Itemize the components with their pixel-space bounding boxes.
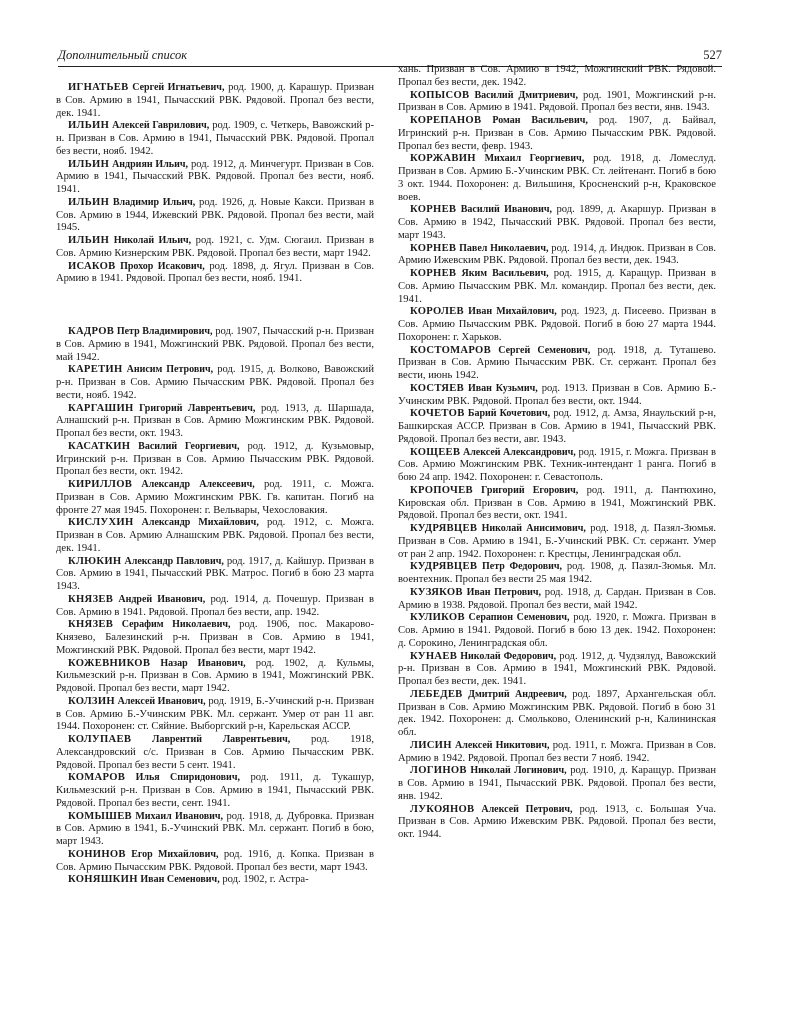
entry-given-name: Иван Семенович, bbox=[140, 874, 220, 886]
list-entry bbox=[56, 874, 374, 887]
entry-surname: КОРНЕВ bbox=[410, 242, 457, 254]
entry-text: род. 1918, д. Дубровка. Призван в Сов. Армию в 1941, Б.-Учинский РВК. Мл. сержант. Погиб в бою, март 1943. bbox=[56, 810, 375, 847]
entry-given-name: Илья Спиридонович, bbox=[135, 772, 240, 784]
entries-group-k bbox=[56, 326, 374, 887]
entry-given-name: Иван Михайлович, bbox=[468, 306, 557, 318]
running-title: Дополнительный список bbox=[58, 48, 188, 62]
list-entry bbox=[56, 619, 374, 657]
list-entry bbox=[56, 197, 374, 235]
entry-given-name: Александр Михайлович, bbox=[141, 517, 259, 529]
entry-text: род. 1907, д. Байвал, Игринский р-н. Призван в Сов. Армию Пычасским РВК. Рядовой. Пропал без вести, февр. 1943. bbox=[398, 115, 716, 152]
entry-surname: КОРНЕВ bbox=[410, 268, 457, 279]
entry-text: род. 1914, д. Почешур. Призван в Сов. Армию в 1941. Рядовой. Пропал без вести, апр. 1942. bbox=[56, 593, 375, 618]
list-entry bbox=[56, 811, 374, 849]
entry-given-name: Александр Павлович, bbox=[124, 555, 224, 567]
entry-surname: КОЖЕВНИКОВ bbox=[68, 657, 151, 669]
entry-surname: КОСТОМАРОВ bbox=[410, 344, 491, 356]
list-entry bbox=[398, 485, 716, 523]
entry-surname: КОЩЕЕВ bbox=[410, 446, 461, 458]
entry-text: род. 1917, д. Кайшур. Призван в Сов. Армию в 1941, Пычасский РВК. Матрос. Погиб в бою 23 марта 1943. bbox=[56, 555, 375, 592]
entries-group-i bbox=[56, 82, 374, 286]
entry-given-name: Николай Анисимович, bbox=[481, 523, 586, 534]
entry-text: род. 1918, д. Сардан. Призван в Сов. Армию в 1938. Рядовой. Пропал без вести, май 1942. bbox=[398, 586, 716, 611]
list-entry bbox=[398, 740, 716, 766]
entry-text: род. 1915, д. Каращур. Призван в Сов. Армию Пычасским РВК. Мл. командир. Пропал без вести, дек. 1941. bbox=[398, 268, 716, 305]
list-entry bbox=[56, 403, 374, 441]
entry-text: род. 1912, д. Кузьмовыр, Игринский р-н. Призван в Сов. Армию Пычасским РВК. Рядовой. Пропал без вести, окт. 1942. bbox=[56, 440, 374, 478]
entry-given-name: Петр Федорович, bbox=[482, 561, 563, 573]
entry-given-name: Николай Федорович, bbox=[460, 650, 557, 662]
entry-surname: КОЛЗИН bbox=[68, 695, 115, 707]
entry-text: род. 1911, д. Пантюхино, Кировская обл. Призван в Сов. Армию в 1941, Можгинский РВК. Рядовой. Пропал без вести, окт. 1941. bbox=[398, 484, 716, 522]
list-entry bbox=[398, 651, 716, 689]
section-break bbox=[56, 286, 374, 326]
entry-text: род. 1913. Призван в Сов. Армию Б.-Учинским РВК. Рядовой. Пропал без вести, окт. 1944. bbox=[398, 382, 716, 407]
list-entry bbox=[398, 345, 716, 383]
list-entry bbox=[398, 612, 716, 650]
list-entry bbox=[398, 447, 716, 485]
entry-surname: КОПЫСОВ bbox=[410, 89, 470, 101]
entry-given-name: Иван Кузьмич, bbox=[467, 382, 538, 394]
list-entry bbox=[56, 261, 374, 287]
entry-text: род. 1913, с. Большая Уча. Призван в Сов. Армию Ижевским РВК. Рядовой. Пропал без вести, окт. 1944. bbox=[398, 803, 716, 840]
entry-given-name: Алексей Александрович, bbox=[462, 446, 576, 458]
list-entry bbox=[398, 64, 716, 90]
entry-given-name: Михаил Иванович, bbox=[135, 810, 224, 822]
entry-text: род. 1915, д. Волково, Вавожский р-н. Призван в Сов. Армию Пычасским РВК. Рядовой. Пропал без вести, нояб. 1942. bbox=[56, 364, 375, 401]
entry-given-name: Михаил Георгиевич, bbox=[484, 153, 585, 165]
list-entry bbox=[398, 561, 716, 587]
list-entry bbox=[56, 441, 374, 479]
entry-given-name: Яким Васильевич, bbox=[461, 268, 549, 279]
entry-given-name: Прохор Исакович, bbox=[120, 260, 205, 272]
list-entry bbox=[56, 326, 374, 364]
left-column bbox=[56, 82, 374, 887]
entry-text: род. 1906, пос. Макарово-Князево, Балезинский р-н. Призван в Сов. Армию в 1941, Можгинский РВК. Рядовой. Пропал без вести, март 1942. bbox=[56, 619, 374, 656]
entry-text: род. 1911, д. Тукашур, Кильмезский р-н. Призван в Сов. Армию в 1941, Пычасский РВК. Рядовой. Пропал без вести, сент. 1941. bbox=[56, 772, 375, 809]
entry-surname: КУНАЕВ bbox=[410, 650, 458, 662]
entry-surname: КАДРОВ bbox=[68, 326, 115, 337]
list-entry bbox=[56, 517, 374, 555]
entry-surname: КОМАРОВ bbox=[68, 772, 126, 784]
entry-given-name: Иван Петрович, bbox=[466, 586, 541, 598]
entry-given-name: Василий Георгиевич, bbox=[138, 440, 240, 452]
entry-given-name: Алексей Иванович, bbox=[117, 695, 206, 707]
entry-surname: ЛОГИНОВ bbox=[410, 765, 467, 777]
entry-given-name: Николай Логинович, bbox=[470, 765, 567, 777]
entry-surname: КНЯЗЕВ bbox=[68, 619, 114, 631]
entry-given-name: Назар Иванович, bbox=[160, 657, 246, 669]
entry-text: род. 1912, д. Минчегурт. Призван в Сов. Армию в 1941, Пычасский РВК. Рядовой. Пропал без вести, нояб. 1941. bbox=[56, 158, 374, 195]
entry-text: род. 1915, г. Можга. Призван в Сов. Армию Можгинским РВК. Техник-интендант 1 ранга. Погиб в бою 24 апр. 1942. Похоронен: г. Севастополь. bbox=[398, 446, 716, 483]
entry-surname: КОРЕПАНОВ bbox=[410, 115, 482, 126]
entry-given-name: Барий Кочетович, bbox=[467, 408, 551, 420]
entry-text: род. 1918, д. Пазял-Зюмья. Призван в Сов. Армию в 1941, Б.-Учинский РВК. Ст. сержант. Умер от ран 2 апр. 1942. Похоронен: г. Крестцы, Ленинградская обл. bbox=[398, 523, 716, 560]
list-entry bbox=[56, 479, 374, 517]
entry-text: род. 1918, д. Ломеслуд. Призван в Сов. Армию Б.-Учинским РВК. Ст. лейтенант. Погиб в бою 3 окт. 1944. Похоронен: д. Вильшиня, Кросненский р-н, Краковское воев. bbox=[398, 153, 716, 203]
list-entry bbox=[398, 90, 716, 116]
list-entry bbox=[56, 658, 374, 696]
list-entry bbox=[398, 587, 716, 613]
entry-given-name: Серафим Николаевич, bbox=[121, 619, 231, 631]
list-entry bbox=[56, 696, 374, 734]
list-entry bbox=[56, 594, 374, 620]
entry-surname: ЛИСИН bbox=[410, 739, 452, 751]
list-entry bbox=[56, 235, 374, 261]
list-entry bbox=[56, 849, 374, 875]
entry-text: род. 1914, д. Индюк. Призван в Сов. Армию Ижевским РВК. Рядовой. Пропал без вести, дек. 1943. bbox=[398, 242, 716, 267]
entry-given-name: Анисим Петрович, bbox=[126, 364, 214, 376]
list-entry bbox=[398, 153, 716, 204]
entry-text: род. 1921, с. Удм. Сюгаил. Призван в Сов. Армию Кизнерским РВК. Рядовой. Пропал без вести, март 1942. bbox=[56, 235, 374, 259]
list-entry bbox=[398, 408, 716, 446]
entry-surname: КЛЮКИН bbox=[68, 555, 122, 567]
entry-given-name: Егор Михайлович, bbox=[131, 848, 219, 860]
entry-text: род. 1897, Архангельская обл. Призван в Сов. Армию Можгинским РВК. Рядовой. Погиб в бою 31 дек. 1942. Похоронен: д. Смольково, Оленинский р-н, Калининская обл. bbox=[398, 688, 716, 738]
entry-surname: КАРЕТИН bbox=[68, 364, 123, 376]
entry-given-name: Владимир Ильич, bbox=[112, 196, 196, 208]
entry-given-name: Александр Алексеевич, bbox=[141, 479, 255, 490]
entry-text: род. 1920, г. Можга. Призван в Сов. Армию в 1941. Рядовой. Погиб в бою 13 дек. 1942. Похоронен: д. Сорокино, Ленинградская обл. bbox=[398, 612, 717, 649]
entry-text: род. 1918, Александровский с/с. Призван в Сов. Армию Пычасским РВК. Рядовой. Пропал без вести 5 сент. 1941. bbox=[56, 734, 374, 771]
entry-text: род. 1918, д. Туташево. Призван в Сов. Армию Пычасским РВК. Ст. сержант. Пропал без вести, июнь 1942. bbox=[398, 344, 717, 381]
list-entry bbox=[398, 765, 716, 803]
list-entry bbox=[398, 689, 716, 740]
entry-surname: ИЛЬИН bbox=[68, 235, 110, 246]
entry-text: род. 1907, Пычасский р-н. Призван в Сов. Армию в 1941, Можгинский РВК. Рядовой. Пропал без вести, май 1942. bbox=[56, 326, 374, 363]
entry-given-name: Серапион Семенович, bbox=[468, 612, 570, 624]
entry-surname: КАРГАШИН bbox=[68, 402, 134, 414]
entry-given-name: Алексей Никитович, bbox=[455, 739, 550, 751]
entry-surname: ИЛЬИН bbox=[68, 158, 110, 170]
list-entry bbox=[56, 159, 374, 197]
entry-surname: КИСЛУХИН bbox=[68, 517, 134, 529]
list-entry bbox=[398, 523, 716, 561]
right-column bbox=[398, 64, 716, 842]
entry-text: род. 1900, д. Карашур. Призван в Сов. Армию в 1941, Пычасский РВК. Рядовой. Пропал без вести, дек. 1941. bbox=[56, 82, 375, 119]
list-entry bbox=[56, 772, 374, 810]
list-entry bbox=[398, 804, 716, 842]
entry-surname: ИЛЬИН bbox=[68, 196, 110, 208]
list-entry bbox=[56, 734, 374, 772]
entry-surname: КОЧЕТОВ bbox=[410, 408, 465, 420]
entry-given-name: Лаврентий Лаврентьевич, bbox=[152, 734, 291, 745]
entry-given-name: Василий Дмитриевич, bbox=[474, 89, 578, 101]
entry-given-name: Сергей Игнатьевич, bbox=[132, 82, 225, 93]
entry-surname: КУДРЯВЦЕВ bbox=[410, 523, 478, 534]
list-entry bbox=[398, 115, 716, 153]
entry-surname: КНЯЗЕВ bbox=[68, 593, 114, 605]
entry-text: род. 1902, д. Кульмы, Кильмезский р-н. Призван в Сов. Армию в 1941, Можгинский РВК. Рядовой. Пропал без вести, март 1942. bbox=[56, 657, 375, 694]
list-entry bbox=[398, 383, 716, 409]
entry-surname: КОМЫШЕВ bbox=[68, 810, 132, 822]
entry-given-name: Григорий Лаврентьевич, bbox=[139, 402, 256, 414]
list-entry bbox=[398, 306, 716, 344]
list-entry bbox=[398, 204, 716, 242]
entry-surname: КОРНЕВ bbox=[410, 204, 457, 216]
entry-given-name: Андриян Ильич, bbox=[112, 158, 188, 170]
entry-surname: ИГНАТЬЕВ bbox=[68, 82, 129, 93]
entry-surname: КОНЯШКИН bbox=[68, 874, 138, 886]
entry-text: род. 1899, д. Акаршур. Призван в Сов. Армию в 1942, Пычасский РВК. Рядовой. Пропал без вести, март 1943. bbox=[398, 204, 716, 241]
entry-surname: КОНИНОВ bbox=[68, 848, 126, 860]
entry-surname: КИРИЛЛОВ bbox=[68, 479, 133, 490]
entry-given-name: Василий Иванович, bbox=[460, 204, 553, 216]
entry-surname: КОРОЛЕВ bbox=[410, 306, 464, 318]
list-entry bbox=[56, 556, 374, 594]
entry-text: род. 1901, Можгинский р-н. Призван в Сов. Армию в 1941. Рядовой. Пропал без вести, янв. 1943. bbox=[398, 89, 716, 114]
entry-text: род. 1923, д. Писеево. Призван в Сов. Армию Пычасским РВК. Рядовой. Погиб в бою 27 марта 1944. Похоронен: г. Харьков. bbox=[398, 306, 716, 343]
entry-surname: КОЛУПАЕВ bbox=[68, 734, 132, 745]
list-entry bbox=[56, 120, 374, 158]
entry-text: род. 1910, д. Каращур. Призван в Сов. Армию в 1941, Пычасский РВК. Рядовой. Пропал без вести, янв. 1942. bbox=[398, 765, 716, 802]
entry-given-name: Григорий Егорович, bbox=[481, 484, 579, 496]
entry-surname: КАСАТКИН bbox=[68, 440, 131, 452]
list-entry bbox=[56, 364, 374, 402]
entry-given-name: Павел Николаевич, bbox=[459, 242, 549, 254]
entry-text: род. 1902, г. Астра- bbox=[219, 874, 309, 886]
entry-surname: ИСАКОВ bbox=[68, 260, 116, 272]
entry-text: род. 1898, д. Ягул. Призван в Сов. Армию в 1941. Рядовой. Пропал без вести, нояб. 1941. bbox=[56, 260, 374, 285]
list-entry bbox=[56, 82, 374, 120]
entry-surname: ЛЕБЕДЕВ bbox=[410, 688, 463, 700]
entry-surname: КУДРЯВЦЕВ bbox=[410, 561, 478, 573]
entry-text: род. 1911, г. Можга. Призван в Сов. Армию в 1942. Рядовой. Пропал без вести 7 нояб. 1942. bbox=[398, 739, 716, 764]
entry-text: род. 1916, д. Копка. Призван в Сов. Армию Пычасским РВК. Рядовой. Пропал без вести, март 1943. bbox=[56, 848, 374, 873]
entry-text: род. 1908, д. Пазял-Зюмья. Мл. воентехник. Пропал без вести 25 мая 1942. bbox=[398, 561, 716, 585]
entry-text: род. 1926, д. Новые Какси. Призван в Сов. Армию в 1944, Ижевский РВК. Рядовой. Пропал без вести, май 1945. bbox=[56, 196, 374, 234]
entry-given-name: Николай Ильич, bbox=[113, 235, 192, 246]
entry-given-name: Сергей Семенович, bbox=[498, 344, 591, 356]
list-entry bbox=[398, 268, 716, 306]
page-number: 527 bbox=[703, 48, 722, 62]
entry-text: род. 1919, Б.-Учинский р-н. Призван в Сов. Армию Б.-Учинским РВК. Мл. сержант. Умер от ран 11 авг. 1944. Похоронен: ст. Сяйние. Выборгский р-н, Карельская АССР. bbox=[56, 695, 375, 733]
entry-text: хань. Призван в Сов. Армию в 1942, Можгинский РВК. Рядовой. Пропал без вести, дек. 1942. bbox=[398, 64, 716, 88]
entry-surname: КРОПОЧЕВ bbox=[410, 484, 473, 496]
entry-text: род. 1913, д. Шаршада, Алнашский р-н. Призван в Сов. Армию Можгинским РВК. Рядовой. Пропал без вести, окт. 1943. bbox=[56, 402, 374, 439]
entry-surname: ЛУКОЯНОВ bbox=[410, 803, 475, 815]
entry-surname: КОСТЯЕВ bbox=[410, 382, 464, 394]
entry-given-name: Алексей Петрович, bbox=[481, 803, 573, 815]
entry-surname: КОРЖАВИН bbox=[410, 153, 476, 165]
entry-text: род. 1909, с. Четкерь, Вавожский р-н. Призван в Сов. Армию в 1941, Пычасский РВК. Рядовой. Пропал без вести, нояб. 1942. bbox=[56, 120, 374, 157]
entry-surname: КУЛИКОВ bbox=[410, 612, 465, 624]
entry-given-name: Андрей Иванович, bbox=[118, 593, 206, 605]
entry-given-name: Алексей Гаврилович, bbox=[112, 120, 210, 132]
entry-text: род. 1912, с. Можга. Призван в Сов. Армию Алнашским РВК. Рядовой. Пропал без вести, дек. 1941. bbox=[56, 517, 375, 554]
entry-text: род. 1911, с. Можга. Призван в Сов. Армию Можгинским РВК. Гв. капитан. Погиб на фронте 27 мая 1945. Похоронен: г. Вельвары, Чехословакия. bbox=[56, 479, 375, 516]
entry-text: род. 1912, д. Амза, Янаульский р-н, Башкирская АССР. Призван в Сов. Армию в 1941, Пычасский РВК. Рядовой. Пропал без вести, авг. 1943. bbox=[398, 408, 716, 445]
entries-group-k-l bbox=[398, 64, 716, 842]
entry-given-name: Дмитрий Андреевич, bbox=[468, 688, 567, 700]
entry-surname: ИЛЬИН bbox=[68, 120, 110, 132]
entry-given-name: Роман Васильевич, bbox=[492, 115, 588, 126]
entry-given-name: Петр Владимирович, bbox=[116, 326, 213, 337]
list-entry bbox=[398, 243, 716, 269]
entry-text: род. 1912, д. Чудзялуд, Вавожский р-н. Призван в Сов. Армию в 1941, Можгинский РВК. Рядовой. Пропал без вести, дек. 1941. bbox=[398, 650, 717, 687]
entry-surname: КУЗЯКОВ bbox=[410, 586, 463, 598]
